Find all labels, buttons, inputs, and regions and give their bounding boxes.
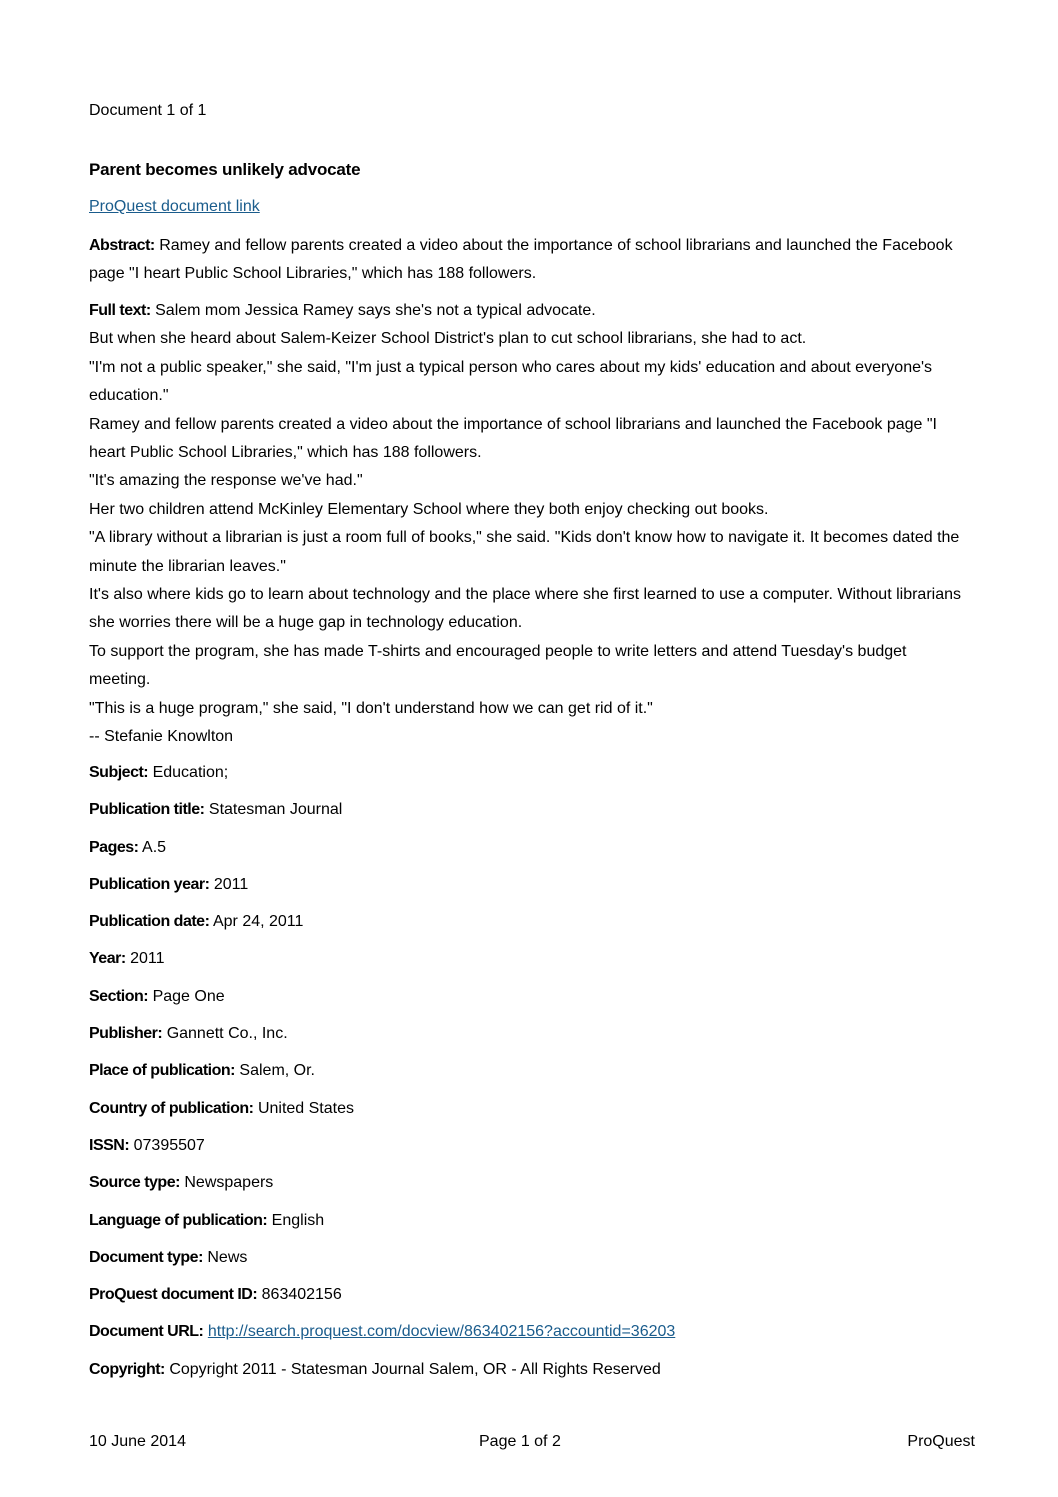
meta-value: 2011: [213, 875, 249, 893]
meta-label: Publisher:: [89, 1025, 163, 1043]
full-text-paragraph: It's also where kids go to learn about technology and the place where she first learned to use a computer. Without librarians she worries there will be a huge gap in technology education.: [89, 586, 961, 632]
meta-copyright: [89, 1359, 969, 1396]
full-text-paragraph: Her two children attend McKinley Elementary School where they both enjoy checking out books.: [89, 500, 769, 518]
meta-place-of-publication: [89, 1060, 969, 1097]
full-text-paragraph: Ramey and fellow parents created a video about the importance of school librarians and launched the Facebook page "I heart Public School Libraries," which has 188 followers.: [89, 415, 937, 462]
meta-label: Document type:: [89, 1248, 203, 1266]
meta-label: ISSN:: [89, 1136, 130, 1154]
full-text-section: [89, 297, 969, 752]
document-page: [89, 0, 979, 1497]
meta-value: Copyright 2011 - Statesman Journal Salem, OR - All Rights Reserved: [169, 1360, 661, 1378]
paragraph-text: Salem mom Jessica Ramey says she's not a typical advocate.: [155, 302, 596, 319]
footer-page-number: Page 1 of 2: [479, 1433, 561, 1450]
meta-section: [89, 986, 969, 1023]
meta-pages: [89, 837, 969, 874]
full-text-paragraph: [89, 297, 969, 325]
meta-label: Section:: [89, 987, 149, 1005]
abstract-text: Ramey and fellow parents created a video about the importance of school librarians and launched the Facebook page "I heart Public School Libraries," which has 188 followers.: [89, 237, 953, 282]
meta-label: Publication year:: [89, 875, 210, 893]
meta-publication-date: [89, 911, 969, 948]
meta-value: 2011: [130, 950, 165, 968]
meta-document-type: [89, 1247, 969, 1284]
author-signature: -- Stefanie Knowlton: [89, 728, 234, 746]
meta-value: United States: [257, 1099, 354, 1117]
meta-document-id: [89, 1284, 969, 1321]
meta-document-url: [89, 1321, 969, 1358]
meta-value: Newspapers: [184, 1174, 274, 1192]
meta-label: Copyright:: [89, 1360, 165, 1378]
article-title: Parent becomes unlikely advocate: [89, 160, 361, 179]
meta-label: Document URL:: [89, 1323, 204, 1341]
meta-label: Place of publication:: [89, 1062, 235, 1080]
meta-label: Pages:: [89, 838, 139, 856]
footer-date: 10 June 2014: [89, 1433, 186, 1450]
full-text-paragraph: But when she heard about Salem-Keizer School District's plan to cut school librarians, she had to act.: [89, 330, 807, 348]
metadata-list: [89, 762, 969, 1396]
meta-value: Apr 24, 2011: [212, 913, 304, 931]
meta-value: 863402156: [261, 1286, 342, 1304]
meta-value: A.5: [142, 838, 167, 856]
meta-source-type: [89, 1172, 969, 1209]
meta-issn: [89, 1135, 969, 1172]
meta-value: Page One: [152, 987, 225, 1005]
meta-language: [89, 1210, 969, 1247]
proquest-document-link[interactable]: ProQuest document link: [89, 198, 260, 215]
meta-value: Statesman Journal: [208, 801, 343, 819]
meta-year: [89, 948, 969, 985]
full-text-paragraph: "I'm not a public speaker," she said, "I'm just a typical person who cares about my kids' education and about everyone's education.": [89, 358, 933, 405]
full-text-paragraph: "This is a huge program," she said, "I don't understand how we can get rid of it.": [89, 699, 653, 717]
meta-value: News: [207, 1248, 248, 1266]
meta-publisher: [89, 1023, 969, 1060]
meta-value: Salem, Or.: [239, 1062, 315, 1080]
full-text-paragraph: To support the program, she has made T-shirts and encouraged people to write letters and attend Tuesday's budget meeting.: [89, 642, 907, 689]
meta-label: Country of publication:: [89, 1099, 254, 1117]
full-text-paragraph: "A library without a librarian is just a room full of books," she said. "Kids don't know how to navigate it. It becomes dated the minute the librarian leaves.": [89, 529, 960, 575]
full-text-label: Full text:: [89, 302, 151, 319]
page-footer: [89, 1430, 975, 1454]
meta-label: Publication date:: [89, 913, 210, 931]
meta-value: Gannett Co., Inc.: [166, 1025, 288, 1043]
meta-value: 07395507: [133, 1136, 205, 1154]
meta-label: Source type:: [89, 1174, 180, 1192]
meta-value: Education;: [152, 764, 229, 781]
meta-subject: [89, 762, 969, 799]
meta-label: Subject:: [89, 764, 149, 781]
meta-label: Language of publication:: [89, 1211, 268, 1229]
document-url-link[interactable]: http://search.proquest.com/docview/863402156?accountid=36203: [207, 1323, 676, 1341]
meta-country-of-publication: [89, 1098, 969, 1135]
meta-value: English: [271, 1211, 325, 1229]
meta-publication-title: [89, 799, 969, 836]
abstract-section: [89, 232, 969, 288]
meta-label: ProQuest document ID:: [89, 1286, 258, 1304]
meta-label: Publication title:: [89, 801, 205, 819]
abstract-label: Abstract:: [89, 237, 155, 254]
meta-publication-year: [89, 874, 969, 911]
footer-brand: ProQuest: [907, 1433, 975, 1450]
document-count: Document 1 of 1: [89, 102, 207, 119]
meta-label: Year:: [89, 950, 126, 968]
full-text-paragraph: "It's amazing the response we've had.": [89, 472, 363, 490]
